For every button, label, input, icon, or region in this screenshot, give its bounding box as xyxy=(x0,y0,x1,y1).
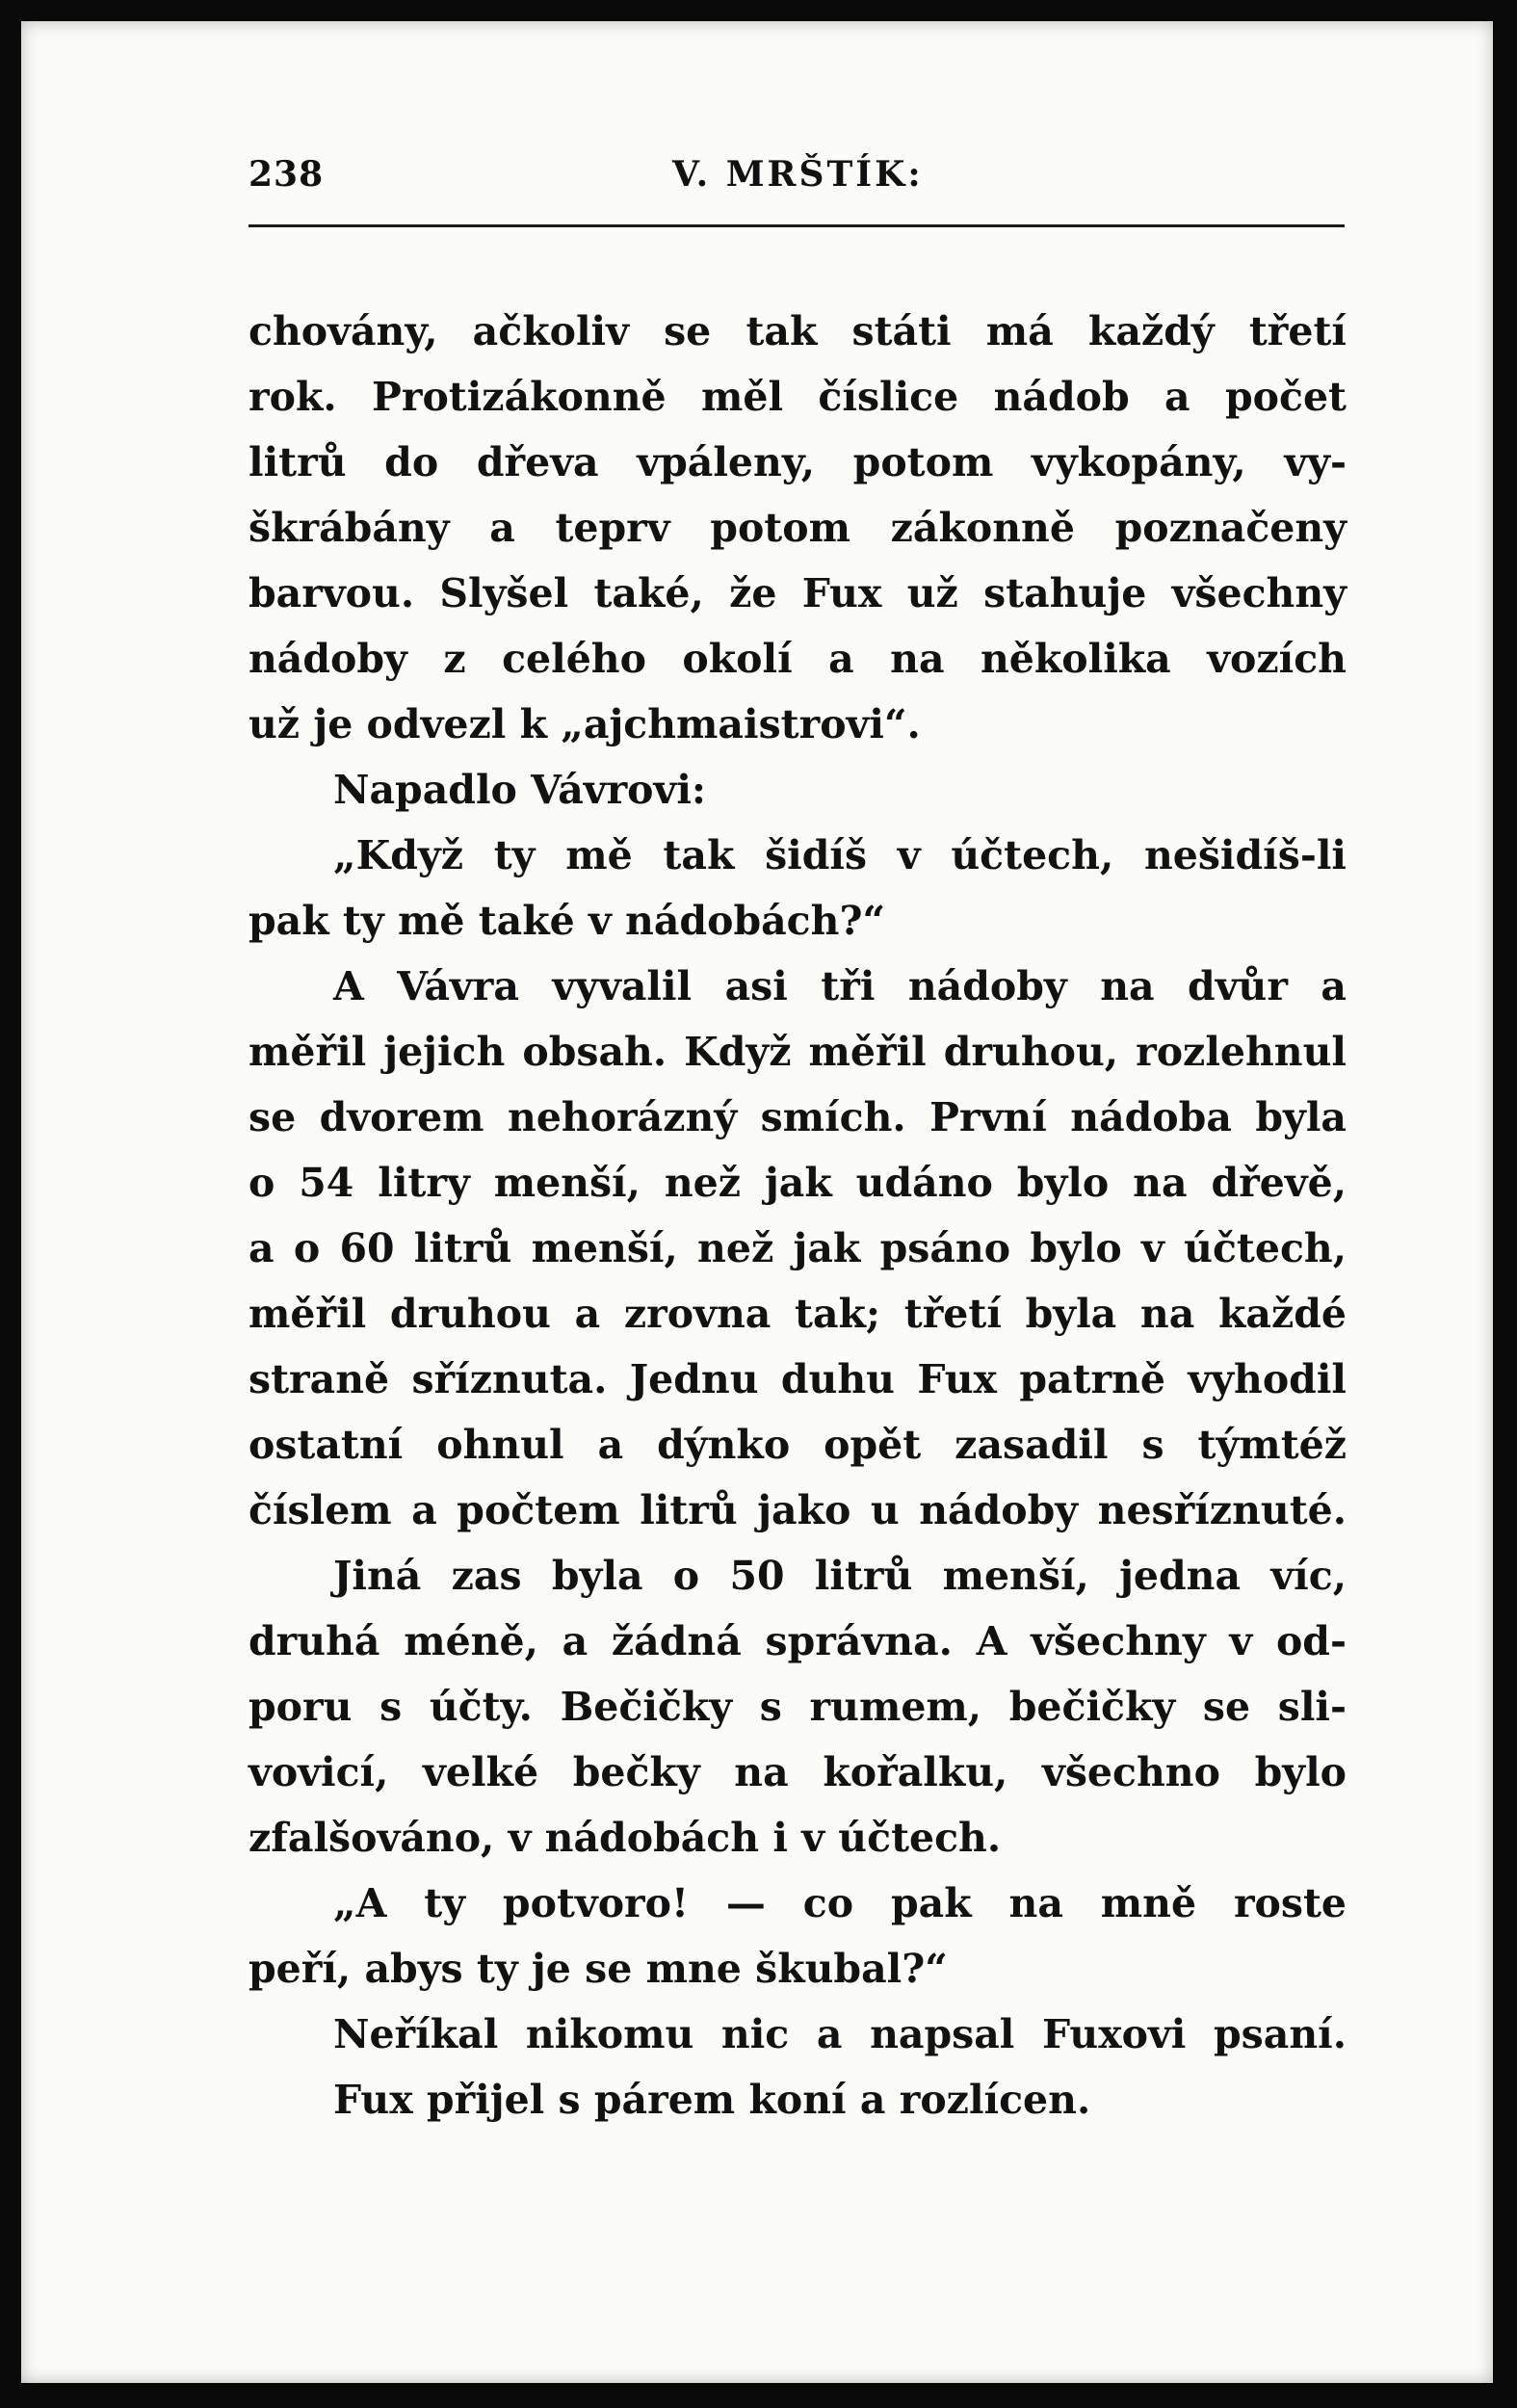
text-line: už je odvezl k „ajchmaistrovi“. xyxy=(248,701,921,747)
text-line: číslem a počtem litrů jako u nádoby nesříznuté. xyxy=(248,1487,1347,1533)
text-line: Jiná zas byla o 50 litrů menší, jedna víc, xyxy=(333,1553,1347,1599)
text-line: zfalšováno, v nádobách i v účtech. xyxy=(248,1815,1002,1861)
text-line: straně sříznuta. Jednu duhu Fux patrně vyhodil xyxy=(248,1356,1347,1402)
text-line: se dvorem nehorázný smích. První nádoba byla xyxy=(248,1094,1347,1140)
text-line: nádoby z celého okolí a na několika vozích xyxy=(248,636,1347,682)
text-line: měřil jejich obsah. Když měřil druhou, rozlehnul xyxy=(248,1029,1347,1075)
text-line: druhá méně, a žádná správna. A všechny v od- xyxy=(248,1618,1347,1664)
text-line: Neříkal nikomu nic a napsal Fuxovi psaní. xyxy=(333,2011,1347,2057)
text-line: vovicí, velké bečky na kořalku, všechno bylo xyxy=(248,1749,1347,1795)
text-line: Fux přijel s párem koní a rozlícen. xyxy=(333,2077,1091,2123)
header-rule xyxy=(248,224,1345,227)
page-header xyxy=(248,154,1345,212)
text-line: „Když ty mě tak šidíš v účtech, nešidíš-li xyxy=(333,832,1347,878)
text-line: chovány, ačkoliv se tak státi má každý třetí xyxy=(248,308,1347,354)
page-number: 238 xyxy=(248,154,325,195)
text-line: měřil druhou a zrovna tak; třetí byla na každé xyxy=(248,1291,1347,1337)
text-line: „A ty potvoro! — co pak na mně roste xyxy=(333,1880,1347,1926)
text-line: litrů do dřeva vpáleny, potom vykopány, vy- xyxy=(248,439,1347,485)
text-line: o 54 litry menší, než jak udáno bylo na dřevě, xyxy=(248,1160,1347,1206)
text-line: rok. Protizákonně měl číslice nádob a počet xyxy=(248,374,1347,420)
text-line: škrábány a teprv potom zákonně poznačeny xyxy=(248,505,1347,551)
body-text xyxy=(248,299,1347,2133)
text-line: peří, abys ty je se mne škubal?“ xyxy=(248,1946,948,1992)
text-line: Napadlo Vávrovi: xyxy=(333,767,707,813)
text-line: a o 60 litrů menší, než jak psáno bylo v účtech, xyxy=(248,1225,1347,1271)
text-line: ostatní ohnul a dýnko opět zasadil s týmtéž xyxy=(248,1422,1347,1468)
text-line: A Vávra vyvalil asi tři nádoby na dvůr a xyxy=(333,963,1347,1009)
text-line: barvou. Slyšel také, že Fux už stahuje všechny xyxy=(248,570,1347,616)
text-line: pak ty mě také v nádobách?“ xyxy=(248,898,886,944)
running-title: V. MRŠTÍK: xyxy=(672,154,924,195)
text-line: poru s účty. Bečičky s rumem, bečičky se sli- xyxy=(248,1684,1347,1730)
